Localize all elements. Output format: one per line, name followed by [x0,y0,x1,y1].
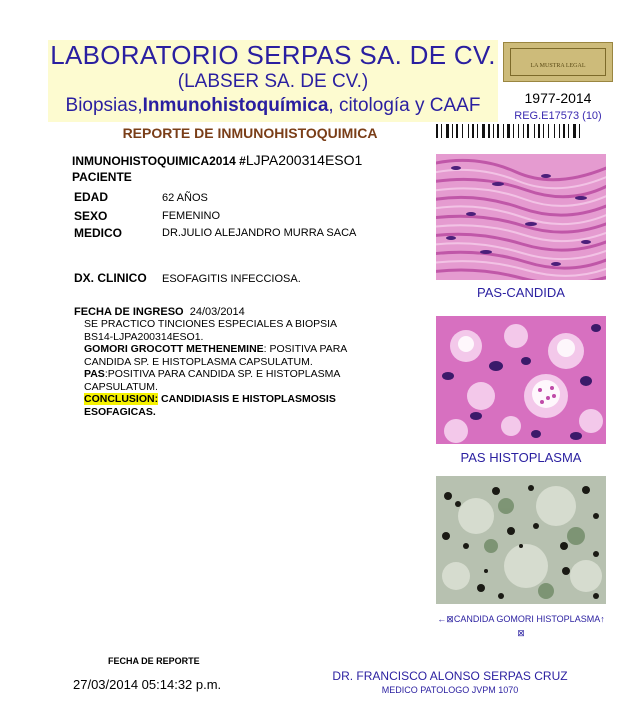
micrograph-pas-candida [436,154,606,280]
services-prefix: Biopsias, [65,95,143,116]
pas-label: PAS [84,368,105,380]
caption-pas-candida: PAS-CANDIDA [477,285,565,300]
lab-services [48,94,498,118]
age-label: EDAD [74,190,109,204]
doctor-value: DR.JULIO ALEJANDRO MURRA SACA [162,227,357,239]
findings-line-1: SE PRACTICO TINCIONES ESPECIALES A BIOPSIA [84,318,338,330]
services-bold: Inmunohistoquímica [142,95,329,116]
dx-label: DX. CLINICO [74,271,147,285]
case-number: LJPA200314ESO1 [245,152,363,168]
caption-gomori-mark: ⊠ [517,628,525,638]
registration-number: REG.E17573 (10) [514,110,602,122]
case-line [72,152,362,168]
pas-text: :POSITIVA PARA CANDIDA SP. E HISTOPLASMA [104,368,341,380]
signing-doctor-title: MEDICO PATOLOGO JVPM 1070 [381,685,519,695]
patient-label: PACIENTE [72,170,132,184]
conclusion-line [84,393,404,418]
gomori-text: : POSITIVA PARA [263,343,348,355]
gomori-label: GOMORI GROCOTT METHENEMINE [84,343,264,355]
report-title: REPORTE DE INMUNOHISTOQUIMICA [122,125,378,141]
svg-text:LA MUSTRA LEGAL: LA MUSTRA LEGAL [530,63,586,69]
report-date-label: FECHA DE REPORTE [108,656,200,666]
caption-gomori: ←⊠CANDIDA GOMORI HISTOPLASMA↑ [437,614,605,624]
lab-short-name: (LABSER SA. DE CV.) [177,71,369,92]
years-active: 1977-2014 [524,90,592,106]
doctor-label: MEDICO [74,226,122,240]
findings-line-5 [84,368,404,381]
barcode [436,124,618,138]
sex-value: FEMENINO [162,210,221,222]
intake-value: 24/03/2014 [189,306,245,318]
caption-pas-histoplasma: PAS HISTOPLASMA [460,450,582,465]
age-value: 62 AÑOS [162,192,208,204]
report-date-value: 27/03/2014 05:14:32 p.m. [73,677,222,692]
micrograph-gomori [436,476,606,604]
services-suffix: , citología y CAAF [328,95,481,116]
dx-value: ESOFAGITIS INFECCIOSA. [162,273,301,285]
intake-label: FECHA DE INGRESO [74,306,184,318]
seal-image [503,42,613,82]
micrograph-pas-histoplasma [436,316,606,444]
findings-text [84,318,404,418]
findings-line-2: BS14-LJPA200314ESO1. [84,330,204,343]
lab-name: LABORATORIO SERPAS SA. DE CV. [50,40,496,70]
conclusion-label: CONCLUSION: [84,393,159,405]
conclusion-text: CANDIDIASIS E HISTOPLASMOSIS ESOFAGICAS. [84,393,336,418]
case-prefix: INMUNOHISTOQUIMICA2014 # [72,154,246,168]
findings-line-4: CANDIDA SP. E HISTOPLASMA CAPSULATUM. [84,355,313,368]
findings-line-6: CAPSULATUM. [84,380,158,393]
sex-label: SEXO [74,209,108,223]
findings-line-3 [84,343,404,356]
signing-doctor-name: DR. FRANCISCO ALONSO SERPAS CRUZ [332,669,568,683]
